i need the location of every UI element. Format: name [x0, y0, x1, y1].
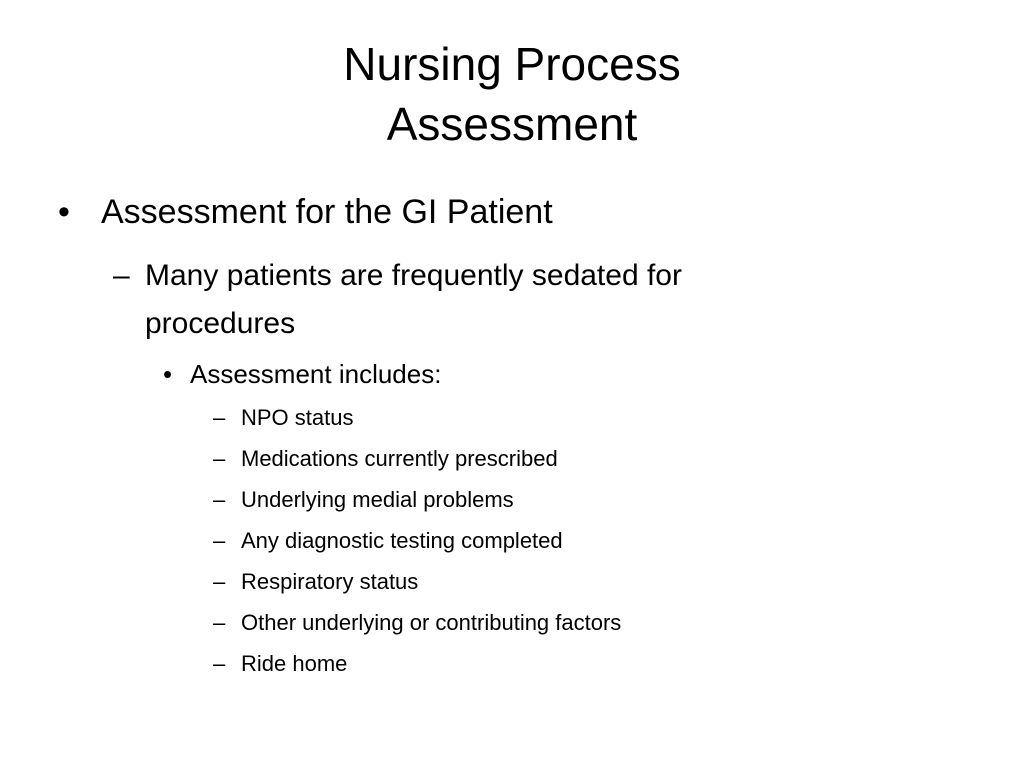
bullet-dash-marker: –: [213, 610, 226, 635]
bullet-dot-marker: •: [58, 193, 70, 231]
slide-title-line-1: Nursing Process: [343, 38, 681, 90]
bullet-dash-marker: –: [213, 651, 226, 676]
bullet-dash-marker: –: [213, 528, 226, 553]
bullet-dash-marker: –: [213, 446, 226, 471]
bullet-dash-marker: –: [113, 259, 130, 292]
bullet-level-2: [113, 252, 833, 348]
list-item: [213, 403, 621, 444]
bullet-level-1-text: Assessment for the GI Patient: [101, 193, 553, 231]
list-item-text: NPO status: [241, 405, 354, 430]
list-item: [213, 608, 621, 649]
assessment-items-list: [213, 403, 621, 690]
list-item: [213, 649, 621, 690]
slide-title-line-2: Assessment: [386, 98, 638, 150]
bullet-level-3-text: Assessment includes:: [190, 359, 442, 389]
list-item: [213, 567, 621, 608]
bullet-dash-marker: –: [213, 569, 226, 594]
list-item: [213, 444, 621, 485]
list-item: [213, 485, 621, 526]
list-item: [213, 526, 621, 567]
bullet-dash-marker: –: [213, 487, 226, 512]
bullet-dot-marker: •: [163, 359, 173, 389]
list-item-text: Ride home: [241, 651, 348, 676]
slide-title: [0, 34, 1024, 154]
list-item-text: Respiratory status: [241, 569, 419, 594]
list-item-text: Any diagnostic testing completed: [241, 528, 563, 553]
bullet-level-1: [58, 190, 553, 234]
list-item-text: Other underlying or contributing factors: [241, 610, 622, 635]
bullet-dash-marker: –: [213, 405, 226, 430]
list-item-text: Medications currently prescribed: [241, 446, 558, 471]
bullet-level-3: [163, 357, 441, 391]
list-item-text: Underlying medial problems: [241, 487, 514, 512]
bullet-level-2-text: Many patients are frequently sedated for procedures: [145, 259, 682, 340]
